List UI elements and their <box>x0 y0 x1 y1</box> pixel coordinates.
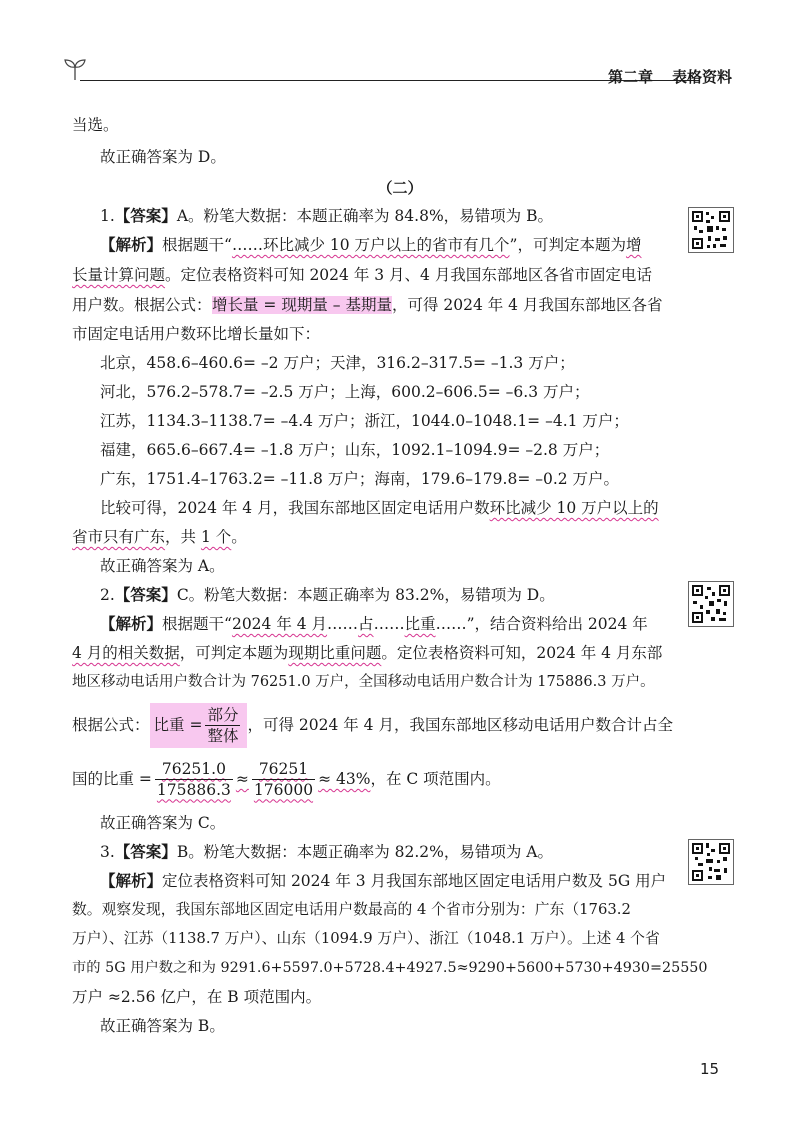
q2-formula-line <box>72 700 673 750</box>
text: ”，可判定本题为 <box>509 236 626 254</box>
fraction-numerator: 76251.0 <box>161 759 226 778</box>
q1-calc-line: 河北，576.2–578.7= –2.5 万户；上海，600.2–606.5= –6.3 万户； <box>100 383 590 401</box>
q3-analysis-line-1 <box>100 870 667 892</box>
analysis-tag: 【解析】 <box>100 872 163 890</box>
text: 国的比重 = <box>72 770 152 788</box>
formula-highlight <box>150 703 248 748</box>
q3-analysis-line-4: 市的 5G 用户数之和为 9291.6+5597.0+5728.4+4927.5≈9290+5600+5730+4930=25550 <box>72 960 708 976</box>
leaf-logo-icon <box>62 56 88 86</box>
q3-number: 3. <box>100 843 115 861</box>
q3-final-answer: 故正确答案为 B。 <box>100 1017 225 1035</box>
highlight-text: 1 个 <box>200 528 232 546</box>
q2-analysis-line-3: 地区移动电话用户数合计为 76251.0 万户，全国移动电话用户数合计为 175886.3 万户。 <box>72 674 655 690</box>
fraction-numerator: 部分 <box>207 705 239 724</box>
highlight-text: 2024 年 4 月 <box>231 615 328 633</box>
fraction-denominator: 176000 <box>253 780 314 799</box>
fraction <box>155 759 233 800</box>
q1-calc-line: 广东，1751.4–1763.2= –11.8 万户；海南，179.6–179.8= –0.2 万户。 <box>100 470 620 488</box>
q1-number: 1. <box>100 207 115 225</box>
text: 。 <box>231 528 247 546</box>
text: 。定位表格资料可知 2024 年 3 月、4 月我国东部地区各省市固定电话 <box>165 266 652 284</box>
qr-code-icon[interactable] <box>688 581 734 627</box>
text: 用户数。根据公式： <box>72 296 212 314</box>
q1-calc-line: 北京，458.6–460.6= –2 万户；天津，316.2–317.5= –1.3 万户； <box>100 354 575 372</box>
header-chapter: 第二章 <box>608 68 654 86</box>
intro-line-1: 当选。 <box>72 116 119 134</box>
q1-answer-text: A。粉笔大数据：本题正确率为 84.8%，易错项为 B。 <box>176 207 553 225</box>
q1-formula-line <box>212 294 662 316</box>
q1-final-answer: 故正确答案为 A。 <box>100 557 225 575</box>
part-title: （二） <box>377 179 423 197</box>
header-section: 表格资料 <box>672 68 733 86</box>
q2-calc-line <box>72 756 662 802</box>
fraction <box>252 759 315 800</box>
approx-symbol: ≈ <box>235 770 249 788</box>
q1-analysis-line-5: 市固定电话用户数环比增长量如下： <box>72 325 321 343</box>
text: ，可判定本题为 <box>179 644 289 662</box>
result: ≈ 43% <box>318 770 371 788</box>
q3-analysis-line-5: 万户 ≈2.56 亿户，在 B 项范围内。 <box>72 988 322 1006</box>
q2-number: 2. <box>100 586 115 604</box>
q1-analysis-line-2 <box>72 264 662 286</box>
highlight-text: 环比减少 10 万户以上的 <box>489 499 659 517</box>
highlight-text: 4 月的相关数据 <box>72 644 180 662</box>
fraction-numerator: 76251 <box>258 759 309 778</box>
text: 比较可得，2024 年 4 月，我国东部地区固定电话用户数 <box>100 499 490 517</box>
q2-analysis-line-1 <box>100 613 662 635</box>
text: ，在 C 项范围内。 <box>370 770 501 788</box>
q1-answer-line <box>100 205 690 227</box>
answer-tag: 【答案】 <box>114 586 177 604</box>
page-number: 15 <box>700 1060 720 1078</box>
fraction-denominator: 整体 <box>207 726 239 745</box>
text: ……”，结合资料给出 2024 年 <box>435 615 648 633</box>
q1-compare-line-1 <box>100 497 690 519</box>
qr-code-icon[interactable] <box>688 207 734 253</box>
fraction-denominator: 175886.3 <box>156 780 231 799</box>
text: 根据题干“ <box>162 615 232 633</box>
text: ，可得 2024 年 4 月我国东部地区各省 <box>391 296 663 314</box>
highlight-text: 现期比重问题 <box>288 644 382 662</box>
q1-calc-line: 江苏，1134.3–1138.7= –4.4 万户；浙江，1044.0–1048.1= –4.1 万户； <box>100 412 629 430</box>
analysis-tag: 【解析】 <box>100 615 163 633</box>
intro-line-2: 故正确答案为 D。 <box>100 148 226 166</box>
highlight-text: 长量计算问题 <box>72 266 166 284</box>
text: 。定位表格资料可知，2024 年 4 月东部 <box>381 644 663 662</box>
text: 根据题干“ <box>162 236 232 254</box>
q2-answer-line <box>100 584 690 606</box>
text: ，共 <box>165 528 201 546</box>
formula-lhs: 比重 = <box>153 716 203 734</box>
highlight-text: 增 <box>625 236 642 254</box>
q3-analysis-line-2: 数。观察发现，我国东部地区固定电话用户数最高的 4 个省市分别为：广东（1763.2 <box>72 901 631 918</box>
text: …… <box>327 615 359 633</box>
answer-tag: 【答案】 <box>114 207 177 225</box>
q3-answer-text: B。粉笔大数据：本题正确率为 82.2%，易错项为 A。 <box>176 843 553 861</box>
highlight-text: 占 <box>358 615 374 633</box>
highlight-text: ……环比减少 10 万户以上的省市有几个 <box>231 236 510 254</box>
q2-final-answer: 故正确答案为 C。 <box>100 814 226 832</box>
answer-tag: 【答案】 <box>114 843 177 861</box>
q1-compare-line-2 <box>72 526 662 548</box>
text: 定位表格资料可知 2024 年 3 月我国东部地区固定电话用户数及 5G 用户 <box>162 872 667 890</box>
analysis-tag: 【解析】 <box>100 236 163 254</box>
text: …… <box>373 615 405 633</box>
q1-analysis-line-1 <box>100 234 662 256</box>
highlight-text: 比重 <box>404 615 436 633</box>
q2-analysis-line-2 <box>72 642 662 664</box>
q1-calc-line: 福建，665.6–667.4= –1.8 万户；山东，1092.1–1094.9= –2.8 万户； <box>100 441 610 459</box>
q3-answer-line <box>100 841 690 863</box>
qr-code-icon[interactable] <box>688 839 734 885</box>
calc-highlight <box>152 759 371 800</box>
q2-answer-text: C。粉笔大数据：本题正确率为 83.2%，易错项为 D。 <box>176 586 555 604</box>
formula-highlight: 增长量 = 现期量 – 基期量 <box>212 296 392 314</box>
text: ，可得 2024 年 4 月，我国东部地区移动电话用户数合计占全 <box>247 716 673 734</box>
q3-analysis-line-3: 万户）、江苏（1138.7 万户）、山东（1094.9 万户）、浙江（1048.1 万户）。上述 4 个省 <box>72 930 660 947</box>
highlight-text: 省市只有广东 <box>72 528 166 546</box>
header-rule <box>80 80 700 81</box>
fraction <box>205 705 240 746</box>
text: 根据公式： <box>72 716 150 734</box>
